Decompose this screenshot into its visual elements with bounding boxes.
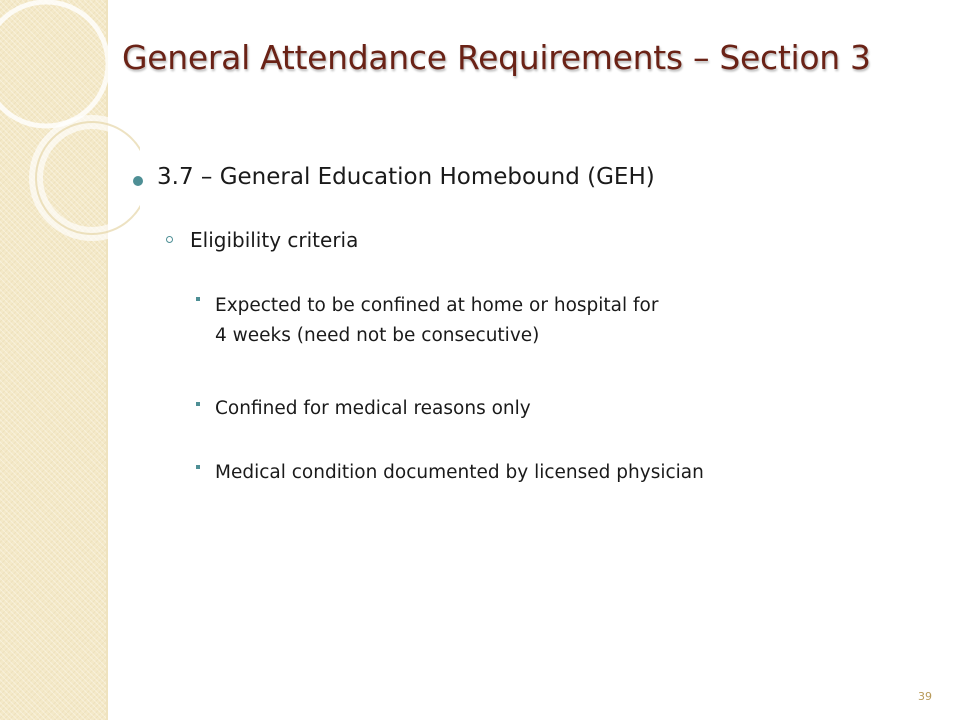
criterion-item [215,458,704,488]
page-number: 39 [918,690,932,703]
criterion-line: Confined for medical reasons only [215,398,531,419]
decorative-circle-large [0,2,108,126]
decorative-circles [0,0,140,720]
bullet-marker-level1 [133,176,143,186]
criterion-item [215,394,531,424]
criterion-line: Expected to be confined at home or hospital for [215,295,659,316]
bullet-marker-level3 [196,465,200,469]
bullet-marker-level3 [196,297,200,301]
criterion-line: Medical condition documented by licensed physician [215,462,704,483]
criterion-line: 4 weeks (need not be consecutive) [215,325,540,346]
slide-title: General Attendance Requirements – Section 3 [122,38,871,77]
criterion-item [215,291,658,351]
section-heading: 3.7 – General Education Homebound (GEH) [157,164,655,190]
eligibility-subheading: Eligibility criteria [190,228,359,252]
bullet-marker-level2 [166,236,173,243]
bullet-marker-level3 [196,402,200,406]
